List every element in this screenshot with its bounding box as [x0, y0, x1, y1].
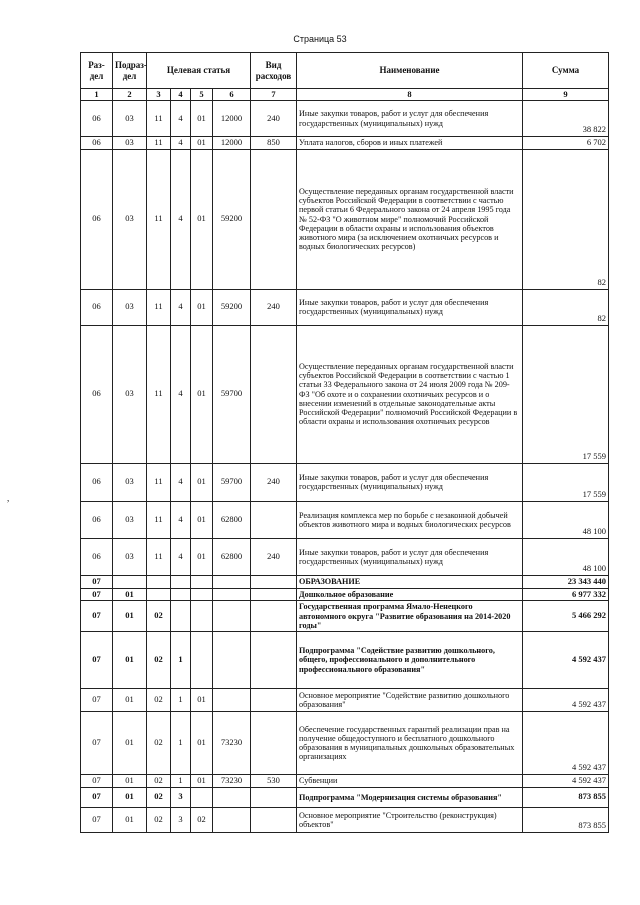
- cell-razdel: 07: [81, 632, 113, 689]
- col-number: 1: [81, 89, 113, 101]
- col-number: 8: [297, 89, 523, 101]
- cell-target-3: 01: [191, 101, 213, 137]
- cell-razdel: 06: [81, 101, 113, 137]
- cell-target-3: 01: [191, 538, 213, 575]
- cell-target-1: 02: [147, 787, 171, 807]
- cell-name: Иные закупки товаров, работ и услуг для обеспечения государственных (муниципальных) нужд: [297, 463, 523, 501]
- cell-name: Основное мероприятие "Содействие развитию дошкольного образования": [297, 689, 523, 712]
- table-row: [81, 325, 609, 463]
- cell-target-2: 4: [171, 538, 191, 575]
- cell-target-2: [171, 588, 191, 601]
- cell-target-2: 1: [171, 712, 191, 775]
- cell-vid: [251, 588, 297, 601]
- cell-target-2: 1: [171, 632, 191, 689]
- cell-vid: 240: [251, 538, 297, 575]
- cell-name: Государственная программа Ямало-Ненецкого автономного округа "Развитие образования на 2014-2020 годы": [297, 601, 523, 632]
- cell-vid: 240: [251, 289, 297, 325]
- cell-vid: [251, 149, 297, 289]
- cell-target-3: 01: [191, 325, 213, 463]
- column-number-row: [81, 89, 609, 101]
- cell-sum: 4 592 437: [523, 632, 609, 689]
- cell-target-3: [191, 787, 213, 807]
- cell-razdel: 07: [81, 712, 113, 775]
- cell-razdel: 06: [81, 463, 113, 501]
- cell-podrazdel: 03: [113, 289, 147, 325]
- cell-name: Уплата налогов, сборов и иных платежей: [297, 137, 523, 150]
- cell-target-4: 59700: [213, 325, 251, 463]
- cell-target-4: [213, 601, 251, 632]
- cell-sum: 17 559: [523, 463, 609, 501]
- header-vid: Вид расходов: [251, 53, 297, 89]
- cell-name: Дошкольное образование: [297, 588, 523, 601]
- cell-target-1: 02: [147, 689, 171, 712]
- cell-razdel: 07: [81, 775, 113, 788]
- cell-name: ОБРАЗОВАНИЕ: [297, 575, 523, 588]
- cell-target-3: 01: [191, 149, 213, 289]
- cell-podrazdel: 01: [113, 689, 147, 712]
- cell-podrazdel: 01: [113, 712, 147, 775]
- cell-target-3: 01: [191, 137, 213, 150]
- cell-target-4: 12000: [213, 101, 251, 137]
- cell-target-4: 62800: [213, 501, 251, 538]
- cell-razdel: 07: [81, 689, 113, 712]
- table-row: [81, 501, 609, 538]
- cell-podrazdel: 03: [113, 463, 147, 501]
- cell-sum: 82: [523, 289, 609, 325]
- cell-target-2: 4: [171, 463, 191, 501]
- table-row: [81, 601, 609, 632]
- table-row: [81, 787, 609, 807]
- table-row: [81, 289, 609, 325]
- cell-target-4: [213, 632, 251, 689]
- cell-sum: 82: [523, 149, 609, 289]
- cell-target-2: 3: [171, 787, 191, 807]
- cell-name: Осуществление переданных органам государственной власти субъектов Российской Федерации в соответствии с частью 1 статьи 33 Федерального закона от 24 июля 2009 года № 209-ФЗ "Об охоте и о сохранении охотничьих ресурсов и о внесении изменений в отдельные законодательные акты Российской Федерации" полномочий Российской Федерации в области охраны и использования охотничьих ресурсов: [297, 325, 523, 463]
- cell-vid: [251, 807, 297, 832]
- cell-target-1: 02: [147, 807, 171, 832]
- cell-target-1: [147, 575, 171, 588]
- cell-target-2: 3: [171, 807, 191, 832]
- cell-target-3: 02: [191, 807, 213, 832]
- cell-vid: [251, 601, 297, 632]
- cell-target-2: [171, 601, 191, 632]
- cell-razdel: 06: [81, 325, 113, 463]
- cell-target-2: 4: [171, 501, 191, 538]
- cell-target-3: 01: [191, 712, 213, 775]
- cell-vid: [251, 712, 297, 775]
- table-row: [81, 712, 609, 775]
- budget-table: [80, 52, 609, 833]
- cell-sum: 17 559: [523, 325, 609, 463]
- cell-podrazdel: 01: [113, 632, 147, 689]
- cell-target-3: 01: [191, 689, 213, 712]
- cell-vid: [251, 689, 297, 712]
- cell-razdel: 07: [81, 575, 113, 588]
- cell-razdel: 07: [81, 807, 113, 832]
- col-number: 3: [147, 89, 171, 101]
- cell-sum: 38 822: [523, 101, 609, 137]
- table-row: [81, 101, 609, 137]
- cell-target-2: 4: [171, 137, 191, 150]
- cell-razdel: 07: [81, 787, 113, 807]
- cell-sum: 23 343 440: [523, 575, 609, 588]
- table-row: [81, 689, 609, 712]
- cell-vid: [251, 575, 297, 588]
- col-number: 4: [171, 89, 191, 101]
- cell-target-3: [191, 588, 213, 601]
- cell-sum: 6 702: [523, 137, 609, 150]
- cell-razdel: 07: [81, 601, 113, 632]
- cell-target-4: 62800: [213, 538, 251, 575]
- cell-target-4: 73230: [213, 712, 251, 775]
- table-row: [81, 137, 609, 150]
- cell-target-4: [213, 689, 251, 712]
- cell-target-4: 12000: [213, 137, 251, 150]
- cell-podrazdel: 03: [113, 501, 147, 538]
- cell-vid: 850: [251, 137, 297, 150]
- cell-target-1: 02: [147, 775, 171, 788]
- cell-sum: 5 466 292: [523, 601, 609, 632]
- cell-sum: 6 977 332: [523, 588, 609, 601]
- cell-razdel: 06: [81, 149, 113, 289]
- header-podrazdel: Подраз-дел: [113, 53, 147, 89]
- cell-target-3: 01: [191, 775, 213, 788]
- cell-target-1: 11: [147, 137, 171, 150]
- cell-vid: [251, 325, 297, 463]
- header-sum: Сумма: [523, 53, 609, 89]
- cell-name: Подпрограмма "Модернизация системы образования": [297, 787, 523, 807]
- cell-razdel: 06: [81, 501, 113, 538]
- cell-vid: 240: [251, 463, 297, 501]
- cell-podrazdel: 01: [113, 588, 147, 601]
- col-number: 7: [251, 89, 297, 101]
- cell-sum: 4 592 437: [523, 775, 609, 788]
- cell-podrazdel: 03: [113, 137, 147, 150]
- table-row: [81, 575, 609, 588]
- cell-razdel: 06: [81, 137, 113, 150]
- table-row: [81, 149, 609, 289]
- table-row: [81, 588, 609, 601]
- cell-target-1: 11: [147, 501, 171, 538]
- cell-target-2: 4: [171, 101, 191, 137]
- cell-target-2: [171, 575, 191, 588]
- cell-podrazdel: 01: [113, 787, 147, 807]
- cell-podrazdel: 01: [113, 601, 147, 632]
- cell-podrazdel: [113, 575, 147, 588]
- cell-podrazdel: 01: [113, 807, 147, 832]
- cell-target-4: [213, 588, 251, 601]
- cell-target-1: 11: [147, 463, 171, 501]
- cell-target-2: 1: [171, 689, 191, 712]
- cell-podrazdel: 03: [113, 325, 147, 463]
- cell-vid: [251, 632, 297, 689]
- cell-razdel: 06: [81, 289, 113, 325]
- cell-target-2: 4: [171, 149, 191, 289]
- table-row: [81, 632, 609, 689]
- cell-target-1: 11: [147, 289, 171, 325]
- cell-vid: 240: [251, 101, 297, 137]
- cell-name: Субвенции: [297, 775, 523, 788]
- table-row: [81, 538, 609, 575]
- cell-sum: 48 100: [523, 501, 609, 538]
- cell-podrazdel: 03: [113, 538, 147, 575]
- cell-target-2: 1: [171, 775, 191, 788]
- header-razdel: Раз-дел: [81, 53, 113, 89]
- table-row: [81, 807, 609, 832]
- cell-vid: 530: [251, 775, 297, 788]
- cell-razdel: 06: [81, 538, 113, 575]
- cell-target-4: 59700: [213, 463, 251, 501]
- cell-sum: 873 855: [523, 807, 609, 832]
- cell-podrazdel: 03: [113, 149, 147, 289]
- cell-name: Основное мероприятие "Строительство (реконструкция) объектов": [297, 807, 523, 832]
- cell-target-4: 59200: [213, 289, 251, 325]
- page-title: Страница 53: [293, 34, 347, 44]
- table-row: [81, 775, 609, 788]
- cell-target-3: [191, 601, 213, 632]
- header-target: Целевая статья: [147, 53, 251, 89]
- col-number: 6: [213, 89, 251, 101]
- cell-target-1: 11: [147, 325, 171, 463]
- cell-target-3: 01: [191, 463, 213, 501]
- cell-target-1: 02: [147, 712, 171, 775]
- cell-sum: 4 592 437: [523, 712, 609, 775]
- col-number: 5: [191, 89, 213, 101]
- cell-name: Осуществление переданных органам государственной власти субъектов Российской Федерации в соответствии с частью первой статьи 6 Федерального закона от 24 апреля 1995 года № 52-ФЗ "О животном мире" полномочий Российской Федерации в области охраны и использования объектов животного мира (за исключением охотничьих ресурсов и водных биологических ресурсов): [297, 149, 523, 289]
- cell-vid: [251, 501, 297, 538]
- cell-target-4: [213, 575, 251, 588]
- cell-name: Иные закупки товаров, работ и услуг для обеспечения государственных (муниципальных) нужд: [297, 538, 523, 575]
- cell-target-4: 73230: [213, 775, 251, 788]
- cell-razdel: 07: [81, 588, 113, 601]
- cell-name: Иные закупки товаров, работ и услуг для обеспечения государственных (муниципальных) нужд: [297, 289, 523, 325]
- cell-podrazdel: 01: [113, 775, 147, 788]
- cell-target-2: 4: [171, 325, 191, 463]
- cell-target-1: 11: [147, 101, 171, 137]
- cell-vid: [251, 787, 297, 807]
- cell-target-3: [191, 632, 213, 689]
- cell-target-3: 01: [191, 289, 213, 325]
- col-number: 2: [113, 89, 147, 101]
- cell-name: Обеспечение государственных гарантий реализации прав на получение общедоступного и бесплатного дошкольного образования в муниципальных дошкольных образовательных организациях: [297, 712, 523, 775]
- cell-target-1: 02: [147, 601, 171, 632]
- cell-target-4: 59200: [213, 149, 251, 289]
- cell-target-2: 4: [171, 289, 191, 325]
- cell-sum: 48 100: [523, 538, 609, 575]
- cell-sum: 4 592 437: [523, 689, 609, 712]
- cell-target-3: 01: [191, 501, 213, 538]
- cell-target-1: 11: [147, 149, 171, 289]
- cell-target-1: 11: [147, 538, 171, 575]
- cell-target-4: [213, 807, 251, 832]
- cell-target-1: [147, 588, 171, 601]
- cell-target-3: [191, 575, 213, 588]
- cell-podrazdel: 03: [113, 101, 147, 137]
- cell-name: Иные закупки товаров, работ и услуг для обеспечения государственных (муниципальных) нужд: [297, 101, 523, 137]
- cell-target-4: [213, 787, 251, 807]
- cell-name: Реализация комплекса мер по борьбе с незаконной добычей объектов животного мира и водных биологических ресурсов: [297, 501, 523, 538]
- cell-sum: 873 855: [523, 787, 609, 807]
- table-row: [81, 463, 609, 501]
- cell-target-1: 02: [147, 632, 171, 689]
- header-name: Наименование: [297, 53, 523, 89]
- cell-name: Подпрограмма "Содействие развитию дошкольного, общего, профессионального и дополнительного профессионального образования": [297, 632, 523, 689]
- col-number: 9: [523, 89, 609, 101]
